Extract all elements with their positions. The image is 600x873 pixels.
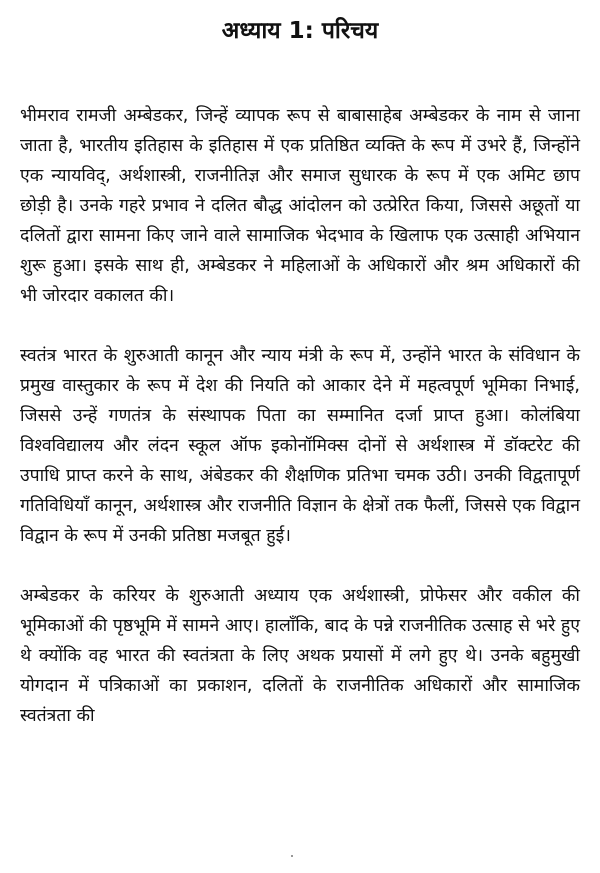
paragraph-2: स्वतंत्र भारत के शुरुआती कानून और न्याय मंत्री के रूप में, उन्होंने भारत के संविधान के प्रमुख वास्तुकार के रूप में देश की नियति को आकार देने में महत्वपूर्ण भूमिका निभाई, जिससे उन्हें गणतंत्र के संस्थापक पिता का सम्मानित दर्जा प्राप्त हुआ। कोलंबिया विश्वविद्यालय और लंदन स्कूल ऑफ इकोनॉमिक्स दोनों से अर्थशास्त्र में डॉक्टरेट की उपाधि प्राप्त करने के साथ, अंबेडकर की शैक्षणिक प्रतिभा चमक उठी। उनकी विद्वतापूर्ण गतिविधियाँ कानून, अर्थशास्त्र और राजनीति विज्ञान के क्षेत्रों तक फैलीं, जिससे एक विद्वान विद्वान के रूप में उनकी प्रतिष्ठा मजबूत हुई। xyxy=(20,346,580,546)
page-mark xyxy=(291,855,293,857)
paragraph-3: अम्बेडकर के करियर के शुरुआती अध्याय एक अर्थशास्त्री, प्रोफेसर और वकील की भूमिकाओं की पृष्ठभूमि में सामने आए। हालाँकि, बाद के पन्ने राजनीतिक उत्साह से भरे हुए थे क्योंकि वह भारत की स्वतंत्रता के लिए अथक प्रयासों में लगे हुए थे। उनके बहुमुखी योगदान में पत्रिकाओं का प्रकाशन, दलितों के राजनीतिक अधिकारों और सामाजिक स्वतंत्रता की xyxy=(20,586,580,726)
paragraph-1: भीमराव रामजी अम्बेडकर, जिन्हें व्यापक रूप से बाबासाहेब अम्बेडकर के नाम से जाना जाता है, भारतीय इतिहास के इतिहास में एक प्रतिष्ठित व्यक्ति के रूप में उभरे हैं, जिन्होंने एक न्यायविद्, अर्थशास्त्री, राजनीतिज्ञ और समाज सुधारक के रूप में एक अमिट छाप छोड़ी है। उनके गहरे प्रभाव ने दलित बौद्ध आंदोलन को उत्प्रेरित किया, जिससे अछूतों या दलितों द्वारा सामना किए जाने वाले सामाजिक भेदभाव के खिलाफ एक उत्साही अभियान शुरू हुआ। इसके साथ ही, अम्बेडकर ने महिलाओं के अधिकारों और श्रम अधिकारों की भी जोरदार वकालत की। xyxy=(20,106,580,306)
chapter-title: अध्याय 1: परिचय xyxy=(221,18,379,44)
